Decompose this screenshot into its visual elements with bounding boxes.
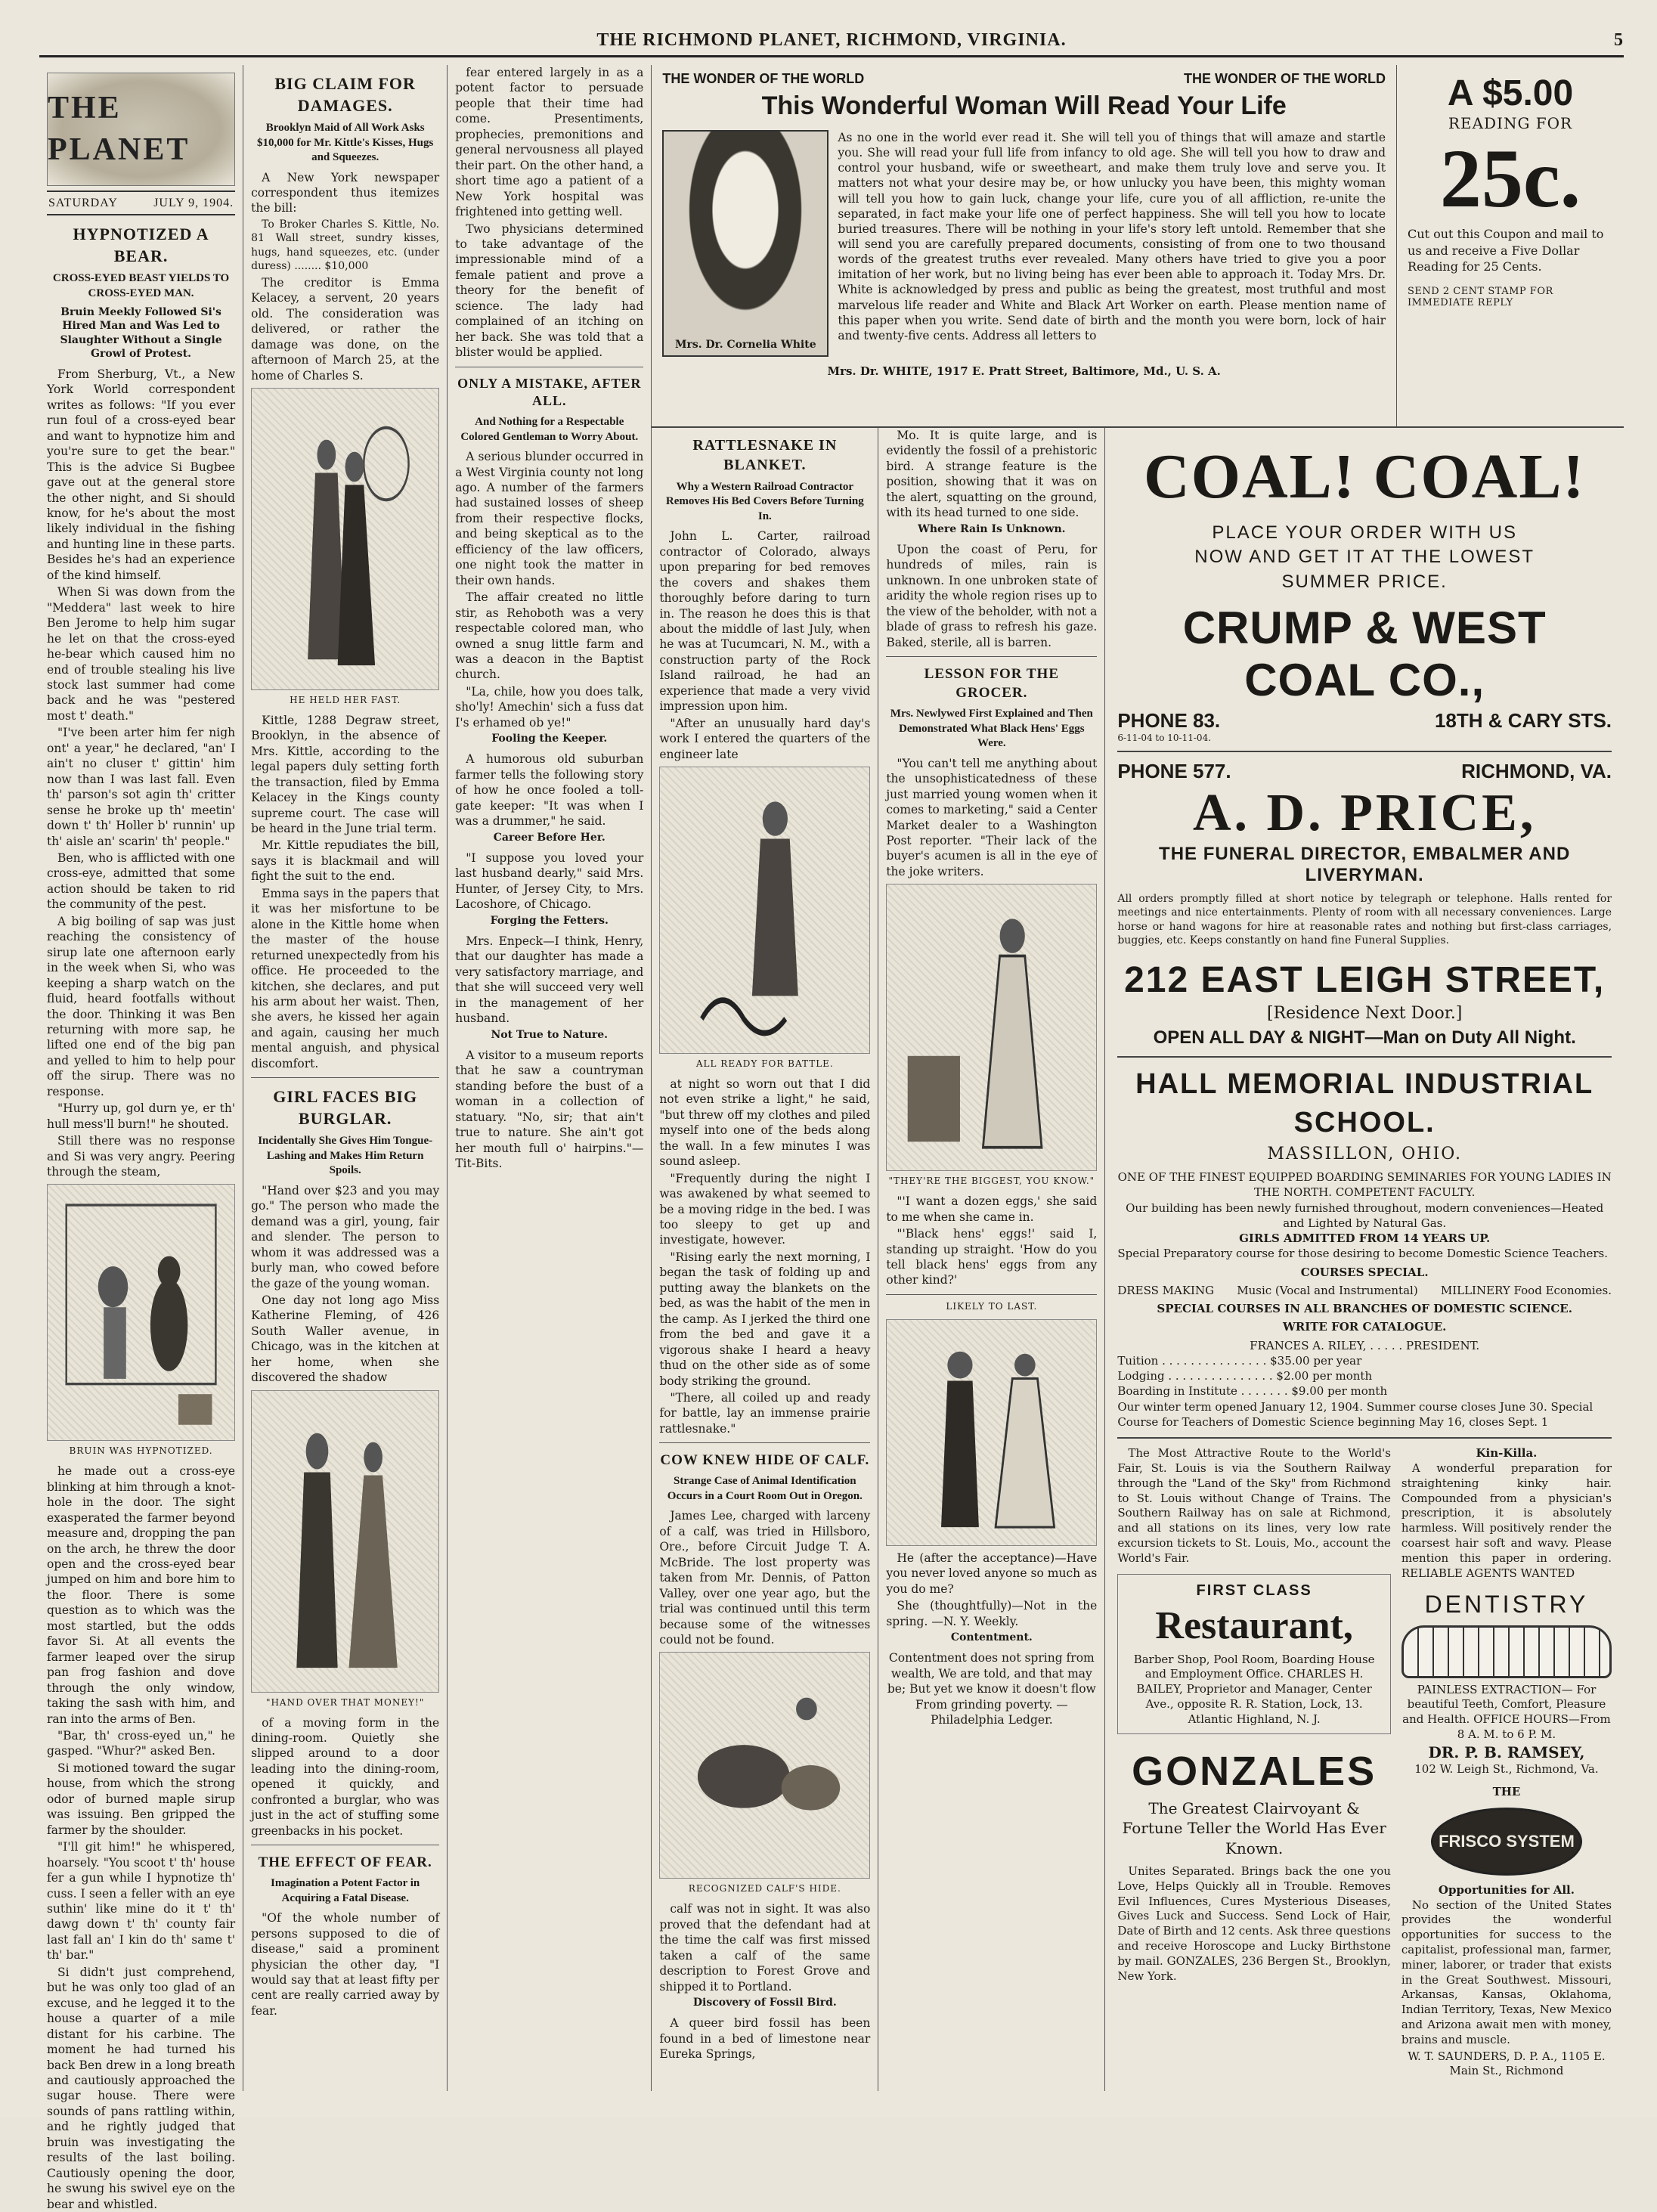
headline-big-claim: BIG CLAIM FOR DAMAGES. (274, 74, 416, 116)
column-2: BIG CLAIM FOR DAMAGES. Brooklyn Maid of All Work Asks $10,000 for Mr. Kittle's Kisses, Hugs and Squeezes. A New York newspaper correspondent thus itemizes the bill: To Broker Charles S. Kittle, No. 81 Wall street, sundry kisses, hugs, hand squeezes, etc. (under duress) ........ $10,000 The creditor is Emma Kelacey, a servent, 20 years old. The consideration was delivered, or rather the damage was done, on the afternoon of March 25, at the home of Charles S. HE HELD HER FAST. Kittle, 1288 Degraw street, Brooklyn, in the absence of Mrs. Kittle, according to the legal papers duly setting forth the transaction, filed by Emma Kelacey in the Kings county supreme court. The case will be heard in the June trial term. Mr. Kittle repudiates the bill, says it is blackmail and will fight the suit to the end. Emma says in the papers that it was her misfortune to be alone in the Kittle home when the master of the house returned unexpectedly from his office. He proceeded to the kitchen, she declares, and put his arm about her waist. Then, she avers, he kissed her again and again, causing her much mental anguish, and physical discomfort. GIRL FACES BIG BURGLAR. Incidentally She Gives Him Tongue-Lashing and Makes Him Return Spoils. "Hand over $23 and you may go." The person who made the demand was a girl, young, fair and slender. The person to whom it was addressed was a burly man, who cowed before the gaze of the young woman. One day not long ago Miss Katherine Fleming, of 426 South Waller avenue, in Chicago, was in the kitchen at her home, when she discovered the shadow "HAND OVER THAT MONEY!" of a moving form in the dining-room. Quietly she slipped around to a door leading into the dining-room, opened it quickly, and confronted a burglar, who was just in the act of stuffing some greenbacks in his pocket. THE EFFECT OF FEAR. Imagination a Potent Factor in Acquiring a Fatal Disease. "Of the whole number of persons supposed to die of disease," said a prominent physician the other day, "I would say that at least fifty per cent are really carried away by fear. (243, 65, 448, 2091)
subhead: Bruin Meekly Followed Si's Hired Man and Was Led to Slaughter Without a Single Growl of Protest. (60, 306, 222, 360)
rattlesnake-illustration (659, 767, 870, 1054)
dentistry-ad: DENTISTRY (1424, 1591, 1589, 1619)
couple-walking-illustration (886, 1319, 1097, 1546)
planet-logo: THE PLANET (47, 73, 235, 186)
wonder-ad: THE WONDER OF THE WORLD THE WONDER OF THE WORLD This Wonderful Woman Will Read Your Life Mrs. Dr. Cornelia White As no one in the world ever read it. She will tell you of things that will amaze and startle you. She will read your full life from infancy to old age. She will tell you how to draw and control your husband, wife or sweetheart, and make them truly love and serve you. It matters not what your desire may be, or how unlucky you have been, this mighty woman will tell you how to gain luck, change your life, cure you of all affliction, re-unite the separated, in fact make your life one of perfect happiness. She will tell you how to locate buried treasures. There will be nothing in your life's story left untold. Remember that she will send you are carefully prepared documents, consisting of from one to two thousand words of the greatest truths ever revealed. Many others have tried to give you a poor imitation of her work, but no living being has ever been able to approach it. Today Mrs. Dr. White is acknowledged by press and public as being the greatest, most truthful and most marvelous life reader and White and Black Art Worker on earth. Please mention name of this paper when you write. Send date of birth and the month you were born, lock of hair and twenty-five cents. Address all letters to Mrs. Dr. WHITE, 1917 E. Pratt Street, Baltimore, Md., U. S. A. (652, 65, 1397, 426)
price-funeral-ad: PHONE 577. RICHMOND, VA. A. D. PRICE, THE FUNERAL DIRECTOR, EMBALMER AND LIVERYMAN. All orders promptly filled at short notice by telegraph or telephone. Halls rented for meetings and nice entertainments. Plenty of room with all necessary conveniences. Large horse or hand wagons for hire at reasonable rates and nothing but first-class carriages, buggies, etc. Keeps constantly on hand fine Funeral Supplies. 212 EAST LEIGH STREET, [Residence Next Door.] OPEN ALL DAY & NIGHT—Man on Duty All Night. (1117, 752, 1612, 1058)
restaurant-ad: FIRST CLASS Restaurant, Barber Shop, Pool Room, Boarding House and Employment Office. CHARLES H. BAILEY, Proprietor and Manager, Center Ave., opposite R. R. Station, Lock, 13. Atlantic Highland, N. J. (1117, 1574, 1391, 1734)
headline-rattlesnake: RATTLESNAKE IN BLANKET. (692, 437, 838, 474)
subhead: CROSS-EYED BEAST YIELDS TO CROSS-EYED MAN. (52, 272, 230, 299)
teeth-icon (1401, 1625, 1612, 1678)
couple-illustration (251, 388, 439, 690)
gonzales-ad: GONZALES (1132, 1748, 1377, 1794)
column-5: Mo. It is quite large, and is evidently the fossil of a prehistoric bird. A strange feature is the position, showing that it was on the alert, squatting on the ground, with its head turned to one side. Where Rain Is Unknown. Upon the coast of Peru, for hundreds of miles, rain is unknown. In one unbroken state of aridity the whole region rises up to the view of the beholder, with not a blade of grass to refresh his gaze. Baked, sterile, all is barren. LESSON FOR THE GROCER. Mrs. Newlywed First Explained and Then Demonstrated What Black Hens' Eggs Were. "You can't tell me anything about the unsophisticatedness of these just married young women when it comes to marketing," said a Center Market dealer to a Washington Post reporter. "Their lack of the buyer's acumen is all in the eye of the joke writers. "THEY'RE THE BIGGEST, YOU KNOW." "'I want a dozen eggs,' she said to me when she came in. "'Black hens' eggs!' said I, standing up straight. 'How do you tell black hens' eggs from any other kind?' LIKELY TO LAST. He (after the acceptance)—Have you never loved anyone so much as you do me? She (thoughtfully)—Not in the spring. —N. Y. Weekly. Contentment. Contentment does not spring from wealth, We are told, and that may be; But yet we know it doesn't flow From grinding poverty. —Philadelphia Ledger. (878, 428, 1105, 2091)
caption: BRUIN WAS HYPNOTIZED. (69, 1445, 213, 1457)
top-ads (652, 65, 1624, 428)
bear-illustration (47, 1184, 235, 1441)
grocer-illustration (886, 884, 1097, 1171)
masthead (39, 30, 1624, 57)
bottom-left-ads: The Most Attractive Route to the World's Fair, St. Louis is via the Southern Railway through the "Land of the Sky" from Richmond to St. Louis without Change of Trains. The Southern Railway has on sale at Richmond, and all stations on its lines, very low rate excursion tickets to St. Louis, Mo., account the World's Fair. FIRST CLASS Restaurant, Barber Shop, Pool Room, Boarding House and Employment Office. CHARLES H. BAILEY, Proprietor and Manager, Center Ave., opposite R. R. Station, Lock, 13. Atlantic Highland, N. J. GONZALES The Greatest Clairvoyant & Fortune Teller the World Has Ever Known. Unites Separated. Brings back the one you Love, Helps Quickly all in Trouble. Removes Evil Influences, Cures Mysterious Diseases, Gives Luck and Success. Send Lock of Hair, Date of Birth and 12 cents. Ask three questions and receive Horoscope and Lucky Birthstone by mail. GONZALES, 236 Bergen St., Brooklyn, New York. (1117, 1446, 1391, 1983)
masthead-title: THE RICHMOND PLANET, RICHMOND, VIRGINIA. (596, 30, 1067, 50)
page-number: 5 (1614, 30, 1624, 50)
headline-only-a-mistake: ONLY A MISTAKE, AFTER ALL. (457, 375, 642, 409)
headline-effect-of-fear: THE EFFECT OF FEAR. (258, 1854, 432, 1871)
headline-hypnotized-bear: HYPNOTIZED A BEAR. (73, 225, 209, 266)
dateline: SATURDAY JULY 9, 1904. (47, 191, 235, 215)
portrait-image: Mrs. Dr. Cornelia White (662, 130, 828, 357)
headline-girl-faces-burglar: GIRL FACES BIG BURGLAR. (273, 1087, 418, 1129)
right-block (652, 65, 1624, 2091)
frisco-logo-icon: FRISCO SYSTEM (1431, 1808, 1582, 1876)
column-3: fear entered largely in as a potent factor to persuade people that their time had come. Presentiments, prophecies, premonitions and general nervousness all played their part. On the other hand, a short time ago a patient of a New York hospital was frightened into getting well. Two physicians determined to take advantage of the impressionable mind of a female patient and prove a theory for the benefit of science. The lady had complained of an itching on her back. She was told that a blister would be applied. ONLY A MISTAKE, AFTER ALL. And Nothing for a Respectable Colored Gentleman to Worry About. A serious blunder occurred in a West Virginia county not long ago. A number of the farmers had sustained losses of sheep from their respective flocks, and being skeptical as to the efficiency of the law officers, one night took the matter in their own hands. The affair created no little stir, as Rehoboth was a very respectable colored man, who owned a snug little farm and was a deacon in the Baptist church. "La, chile, how you does talk, sho'ly! Amechin' sich a fuss dat I's erhamed ob ye!" Fooling the Keeper. A humorous old suburban farmer tells the following story of how he once fooled a toll-gate keeper: "It was when I was a drummer," he said. Career Before Her. "I suppose you loved your last husband dearly," said Mrs. Hunter, of Jersey City, to Mrs. Lacoshore, of Chicago. Forging the Fetters. Mrs. Enpeck—I think, Henry, that our daughter has made a very satisfactory marriage, and that she will succeed very well in the management of her husband. Not True to Nature. A visitor to a museum reports that he saw a countryman standing before the bust of a woman in a collection of statuary. "No, sir; that ain't true to nature. She ain't got her mouth full o' hairpins."—Tit-Bits. (448, 65, 652, 2091)
school-ad: HALL MEMORIAL INDUSTRIAL SCHOOL. MASSILLON, OHIO. ONE OF THE FINEST EQUIPPED BOARDING SEMINARIES FOR YOUNG LADIES IN THE NORTH. COMPETENT FACULTY. Our building has been newly furnished throughout, modern conveniences—Heated and Lighted by Natural Gas. GIRLS ADMITTED FROM 14 YEARS UP. Special Preparatory course for those desiring to become Domestic Science Teachers. COURSES SPECIAL. DRESS MAKING Music (Vocal and Instrumental) MILLINERY Food Economies. SPECIAL COURSES IN ALL BRANCHES OF DOMESTIC SCIENCE. WRITE FOR CATALOGUE. FRANCES A. RILEY, . . . . . PRESIDENT. Tuition . . . . . . . . . . . . . . . $35.00 per year Lodging . . . . . . . . . . . . . . . $2.00 per month Boarding in Institute . . . . . . . $9.00 per month Our winter term opened January 12, 1904. Summer course closes June 30. Special Course for Teachers of Domestic Science beginning May 16, closes Sept. 1 (1117, 1058, 1612, 1439)
ads-column (1105, 428, 1624, 2091)
headline-cow-knew-hide: COW KNEW HIDE OF CALF. (660, 1452, 870, 1469)
column-4: RATTLESNAKE IN BLANKET. Why a Western Railroad Contractor Removes His Bed Covers Before Turning In. John L. Carter, railroad contractor of Colorado, always upon preparing for bed removes the covers and shakes them thoroughly before daring to turn in. The reason he does this is that about the middle of last July, when he was at Tucumcari, N. M., with a construction party of the Rock Island railroad, he had an experience that made a very vivid impression upon him. "After an unusually hard day's work I entered the quarters of the engineer late ALL READY FOR BATTLE. at night so worn out that I did not even strike a light," he said, "but threw off my clothes and piled myself into one of the beds along the wall. In a few minutes I was sound asleep. "Frequently during the night I was awakened by what seemed to be a moving ridge in the bed. I was too sleepy to get up and investigate, however. "Rising early the next morning, I began the task of folding up and putting away the blankets on the bed, as was the habit of the men in the camp. As I jerked the third one from the bed and gave it a vigorous shake I heard a heavy thud on the other side as of some body striking the ground. "There, all coiled up and ready for battle, lay an immense prairie rattlesnake." COW KNEW HIDE OF CALF. Strange Case of Animal Identification Occurs in a Court Room Out in Oregon. James Lee, charged with larceny of a calf, was tried in Hillsboro, Ore., before Circuit Judge T. A. McBride. The lost property was taken from Mr. Dennis, of Patton Valley, over one year ago, but the trial was continued until this term because some of the witnesses could not be found. RECOGNIZED CALF'S HIDE. calf was not in sight. It was also proved that the defendant had at the time the calf was first missed taken a calf of the same description to Forest Grove and shipped it to Portland. Discovery of Fossil Bird. A queer bird fossil has been found in a bed of limestone near Eureka Springs, (652, 428, 878, 2091)
headline-lesson-grocer: LESSON FOR THE GROCER. (924, 666, 1060, 702)
bottom-right-ads: Kin-Killa. A wonderful preparation for straightening kinky hair. Compounded from a physician's prescription, it is absolutely harmless. Will positively render the coarsest hair soft and wavy. Please mention this paper in ordering. RELIABLE AGENTS WANTED DENTISTRY PAINLESS EXTRACTION— For beautiful Teeth, Comfort, Pleasure and Health. OFFICE HOURS—From 8 A. M. to 6 P. M. DR. P. B. RAMSEY, 102 W. Leigh St., Richmond, Va. THE FRISCO SYSTEM Opportunities for All. No section of the United States provides the wonderful opportunities for success to the capitalist, professional man, farmer, miner, laborer, or trader that exists in the Great Southwest. Missouri, Arkansas, Kansas, Oklahoma, Indian Territory, Texas, New Mexico and Arizona await men with money, brains and muscle. W. T. SAUNDERS, D. P. A., 1105 E. Main St., Richmond (1401, 1446, 1612, 2078)
column-1: THE PLANET SATURDAY JULY 9, 1904. HYPNOTIZED A BEAR. CROSS-EYED BEAST YIELDS TO CROSS-EYED MAN. Bruin Meekly Followed Si's Hired Man and Was Led to Slaughter Without a Single Growl of Protest. From Sherburg, Vt., a New York World correspondent writes as follows: "If you ever run foul of a cross-eyed bear and want to hypnotize him and you're sure to get the bear." This is the advice Si Bugbee gave out at the general store the other night, and Si should know, for he's about the most likely individual in the fishing and hunting line in these parts. Besides he's had an experience of the kind himself. When Si was down from the "Meddera" last week to hire Ben Jerome to help him sugar he let on that the cross-eyed he-bear which caused him no end of trouble stealing his live stock last summer had come back and he was "pestered most t' death." "I've been arter him fer nigh ont' a year," he declared, "an' I ain't no cluser t' gittin' him now than I was last fall. Even th' parson's sot agin th' critter sense he broke up th' meetin' down t' th' Holler b' runnin' up th' aisle an' scarin' th' people." Ben, who is afflicted with one cross-eye, admitted that some action should be taken to rid the community of the pest. A big boiling of sap was just reaching the consistency of sirup late one afternoon early in the week when Si, who was keeping a sharp watch on the fluid, heard footfalls without the door. Thinking it was Ben returning with more sap, he lifted one end of the big pan and yelled to him to help pour off the sirup. There was no response. "Hurry up, gol durn ye, er th' hull mess'll burn!" he shouted. Still there was no response and Si was very angry. Peering through the steam, BRUIN WAS HYPNOTIZED. he made out a cross-eye blinking at him through a knot-hole in the door. The sight exasperated the farmer beyond measure and, dropping the pan on the arch, he threw the door open and the cross-eyed bear jumped on him and bore him to the floor. There is some question as to which was the most startled, but the odds favor Si. At all events the farmer leaped over the sirup pan frog fashion and dove through the only window, taking the sash with him, and ran into the arms of Ben. "Bar, th' cross-eyed un," he gasped. "Whur?" asked Ben. Si motioned toward the sugar house, from which the strong odor of burned maple sirup was issuing. Ben gripped the farmer by the shoulder. "I'll git him!" he whispered, hoarsely. "You scoot t' th' house fer a gun while I hypnotize th' cuss. I seen a feller with an eye suthin' like mine do it t' th' dawg down t' th' county fair last fall an' I kin do th' same t' th' bar." Si didn't just comprehend, but he was only too glad of an excuse, and he legged it to the house a quarter of a mile distant for his carbine. The moment he had turned his back Ben drew in a long breath and cautiously approached the sugar house. There were sounds of pans rattling within, and he rightly judged that bruin was investigating the results of the last boiling. Cautiously opening the door, he swung his swivel eye on the bear and whistled. (39, 65, 243, 2091)
coal-ad: COAL! COAL! PLACE YOUR ORDER WITH US NOW AND GET IT AT THE LOWEST SUMMER PRICE. CRUMP & WEST COAL CO., PHONE 83. 18TH & CARY STS. 6-11-04 to 10-11-04. (1117, 440, 1612, 752)
coupon-ad: A $5.00 READING FOR 25c. Cut out this Coupon and mail to us and receive a Five Dollar Reading for 25 Cents. SEND 2 CENT STAMP FOR IMMEDIATE REPLY (1408, 73, 1604, 308)
wonder-title: This Wonderful Woman Will Read Your Life (761, 91, 1287, 120)
cow-illustration (659, 1652, 870, 1879)
burglar-illustration (251, 1390, 439, 1693)
